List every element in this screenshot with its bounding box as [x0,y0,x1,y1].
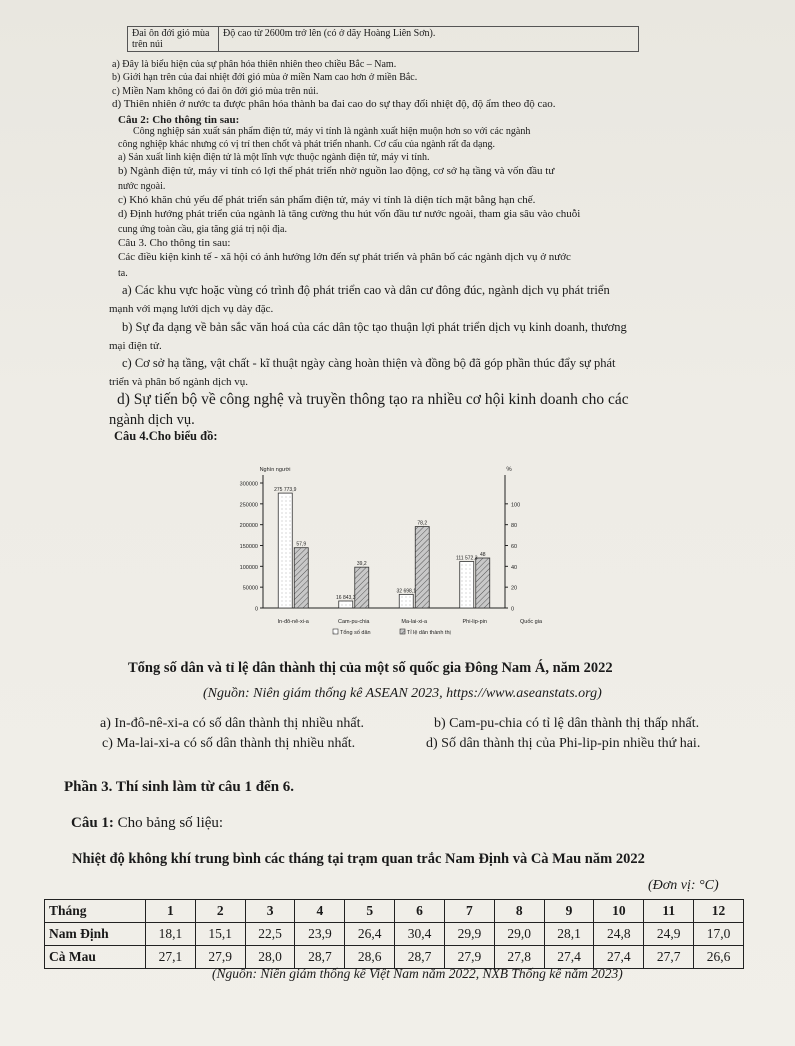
table-cell: 18,1 [146,923,196,946]
q3-paragraph-2: ta. [118,268,128,279]
table-header-month: 1 [146,900,196,923]
x-tick-label: Phi-lip-pin [462,619,487,625]
y-right-tick-label: 100 [511,502,521,509]
y-right-axis-title: % [506,467,512,473]
part3-q1-text: Cho bảng số liệu: [113,815,224,831]
table-header-month: 11 [644,900,694,923]
part3-q1-label: Câu 1: [71,815,114,831]
table-cell: 27,4 [544,946,594,969]
legend-label-population: Tổng số dân [340,630,371,636]
chart-caption: Tổng số dân và tỉ lệ dân thành thị của một số quốc gia Đông Nam Á, năm 2022 [128,660,613,676]
table-cell: 15,1 [195,923,245,946]
q4-title: Câu 4.Cho biểu đồ: [114,429,218,443]
urban-rate-data-label: 48 [479,552,486,558]
population-data-label: 275 773,9 [274,487,297,494]
legend-swatch-population [333,629,338,634]
q3-title: Câu 3. Cho thông tin sau: [118,237,231,249]
table-header-month: 5 [345,900,395,923]
table-cell: 27,7 [644,946,694,969]
q4-option-c: c) Ma-lai-xi-a có số dân thành thị nhiều nhất. [102,736,356,751]
y-left-tick-label: 150000 [239,544,258,550]
q3-option-d-1: d) Sự tiến bộ về công nghệ và truyền thông tạo ra nhiều cơ hội kinh doanh cho các [117,391,629,408]
q3-option-c-2: triển và phân bố ngành dịch vụ. [109,376,248,388]
population-bar [278,493,292,608]
y-right-tick-label: 60 [511,544,518,550]
urban-rate-bar [294,548,308,608]
table-cell: 27,1 [146,946,196,969]
population-bar [399,594,413,608]
q3-option-d-2: ngành dịch vụ. [109,412,195,428]
table-header-month: 3 [245,900,295,923]
y-left-tick-label: 50000 [242,585,258,592]
part3-title: Phần 3. Thí sinh làm từ câu 1 đến 6. [64,779,295,795]
zone-table [127,26,639,52]
table-cell: 24,9 [644,923,694,946]
q4-option-d: d) Số dân thành thị của Phi-lip-pin nhiều thứ hai. [426,736,701,751]
table-cell: 28,6 [345,946,395,969]
chart-canvas [225,448,580,648]
legend-label-urban-rate: Tỉ lệ dân thành thị [407,630,451,636]
q2-option-b-1: b) Ngành điện tử, máy vi tính có lợi thế phát triển nhờ nguồn lao động, cơ sở hạ tầng và vốn đầu tư [118,165,555,177]
population-data-label: 16 843,3 [336,594,356,601]
q2-option-c: c) Khó khăn chủ yếu để phát triển sản phẩm điện tử, máy vi tính là diện tích mặt bằng hạn chế. [118,194,536,206]
q3-option-a-1: a) Các khu vực hoặc vùng có trình độ phát triển cao và dân cư đông đúc, ngành dịch vụ phát triển [122,283,610,297]
x-tick-label: In-đô-nê-xi-a [277,619,309,625]
q3-option-a-2: mạnh với mạng lưới dịch vụ dày đặc. [109,303,274,315]
zone-height-cell: Độ cao từ 2600m trở lên (có ở dãy Hoàng Liên Sơn). [219,27,639,52]
q2-title: Câu 2: Cho thông tin sau: [118,114,240,126]
urban-rate-bar [415,527,429,608]
table-cell: 17,0 [694,923,744,946]
table-cell: 28,7 [395,946,445,969]
population-data-label: 32 698,1 [396,588,416,595]
q1-option-d: d) Thiên nhiên ở nước ta được phân hóa thành ba đai cao do sự thay đổi nhiệt độ, độ ẩm theo độ cao. [112,98,556,110]
table-header-month: 9 [544,900,594,923]
population-bar [339,601,353,608]
table-cell: 22,5 [245,923,295,946]
table-cell: 23,9 [295,923,345,946]
part3-q1 [71,815,223,832]
y-left-tick-label: 250000 [239,502,258,509]
table-cell: 27,9 [444,946,494,969]
q4-option-b: b) Cam-pu-chia có tỉ lệ dân thành thị thấp nhất. [434,716,700,731]
table-header-month: 4 [295,900,345,923]
x-axis-title: Quốc gia [519,619,543,625]
y-left-tick-label: 100000 [239,564,258,571]
q3-option-c-1: c) Cơ sở hạ tầng, vật chất - kĩ thuật ngày càng hoàn thiện và đồng bộ đã góp phần thúc đẩy sự phát [122,356,616,370]
table-cell: 24,8 [594,923,644,946]
q3-option-b-1: b) Sự đa dạng về bản sắc văn hoá của các dân tộc tạo thuận lợi phát triển dịch vụ kinh doanh, thương [122,320,627,334]
y-left-tick-label: 200000 [239,523,258,530]
table-header-month: 8 [494,900,544,923]
y-right-tick-label: 40 [511,564,518,571]
table-header-month: 7 [444,900,494,923]
table-cell: 26,4 [345,923,395,946]
table-cell: 27,8 [494,946,544,969]
chart-source: (Nguồn: Niên giám thống kê ASEAN 2023, https://www.aseanstats.org) [203,686,602,701]
table-header-month: 2 [195,900,245,923]
q1-option-b: b) Giới hạn trên của đai nhiệt đới gió mùa ở miền Nam cao hơn ở miền Bắc. [112,72,418,83]
urban-rate-data-label: 78,2 [417,520,428,527]
table-cell: 29,9 [444,923,494,946]
q3-option-b-2: mại điện tử. [109,340,162,352]
urban-rate-data-label: 39,2 [356,561,367,568]
table-cell: 30,4 [395,923,445,946]
table-header-month: 12 [694,900,744,923]
table-row-nam-dinh [45,923,744,946]
temperature-table [44,899,744,969]
legend-swatch-urban-rate [400,629,405,634]
urban-rate-data-label: 57,9 [296,541,307,548]
y-left-axis-title: Nghìn người [259,467,291,473]
q1-option-c: c) Miền Nam không có đai ôn đới gió mùa trên núi. [112,86,319,97]
table-cell: 28,0 [245,946,295,969]
table-header-month-label: Tháng [45,900,146,923]
urban-rate-bar [476,558,490,608]
q2-paragraph-1: Công nghiệp sản xuất sản phẩm điện tử, máy vi tính là ngành xuất hiện muộn hơn so với các ngành [133,126,531,137]
temperature-unit: (Đơn vị: °C) [648,878,719,893]
table-source: (Nguồn: Niên giám thống kê Việt Nam năm 2022, NXB Thống kê năm 2023) [212,966,623,981]
population-data-label: 111 572,3 [455,555,478,562]
q4-option-a: a) In-đô-nê-xi-a có số dân thành thị nhiều nhất. [100,716,364,731]
table-cell: 28,7 [295,946,345,969]
population-chart [225,448,580,648]
y-right-tick-label: 0 [511,606,515,613]
table-cell: 28,1 [544,923,594,946]
table-header-month: 6 [395,900,445,923]
table-cell: 27,4 [594,946,644,969]
q2-option-d-2: cung ứng toàn cầu, gia tăng giá trị nội địa. [118,224,287,235]
table-cell: 29,0 [494,923,544,946]
y-left-tick-label: 300000 [239,481,258,488]
q2-option-b-2: nước ngoài. [118,181,166,192]
q2-paragraph-2: công nghiệp khác nhưng có vị trí then chốt và phát triển nhanh. Cơ cấu của ngành rất đa dạng. [118,139,495,150]
table-cell: 27,9 [195,946,245,969]
table-row-label: Nam Định [45,923,146,946]
q3-paragraph-1: Các điều kiện kinh tế - xã hội có ảnh hưởng lớn đến sự phát triển và phân bố các ngành dịch vụ ở nước [118,251,571,263]
temperature-table-title: Nhiệt độ không khí trung bình các tháng tại trạm quan trắc Nam Định và Cà Mau năm 2022 [72,851,645,867]
q2-option-a: a) Sản xuất linh kiện điện tử là một lĩnh vực thuộc ngành điện tử, máy vi tính. [118,152,430,163]
table-header-row [45,900,744,923]
table-cell: 26,6 [694,946,744,969]
y-left-tick-label: 0 [254,606,258,613]
y-right-tick-label: 20 [511,585,518,592]
population-bar [460,562,474,608]
y-right-tick-label: 80 [511,523,518,530]
urban-rate-bar [355,567,369,608]
table-header-month: 10 [594,900,644,923]
table-row-label: Cà Mau [45,946,146,969]
zone-name-cell: Đai ôn đới gió mùa trên núi [128,27,219,52]
q1-option-a: a) Đây là biểu hiện của sự phân hóa thiên nhiên theo chiều Bắc – Nam. [112,59,397,70]
x-tick-label: Ma-lai-xi-a [401,619,428,625]
q2-option-d-1: d) Định hướng phát triển của ngành là tăng cường thu hút vốn đầu tư nước ngoài, tham gia sâu vào chuỗi [118,208,581,220]
x-tick-label: Cam-pu-chia [338,619,370,625]
